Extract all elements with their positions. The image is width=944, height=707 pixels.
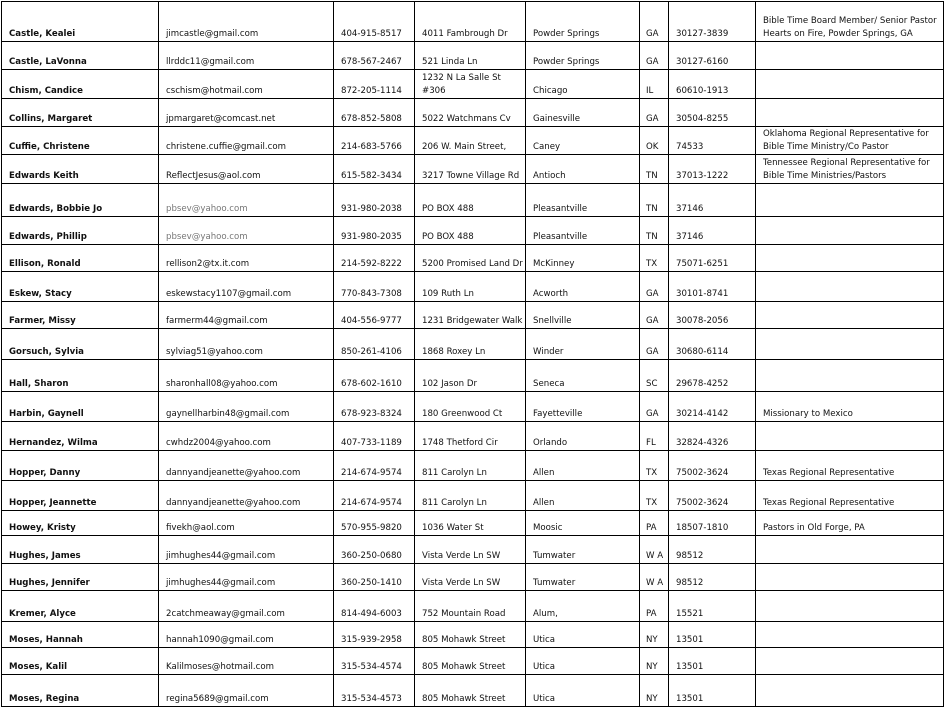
address-cell: 206 W. Main Street, xyxy=(415,127,526,155)
city-cell: Chicago xyxy=(526,70,640,99)
email-cell: dannyandjeanette@yahoo.com xyxy=(159,451,334,481)
address-cell: 805 Mohawk Street xyxy=(415,648,526,675)
phone-cell: 814-494-6003 xyxy=(334,591,415,622)
email-cell: cschism@hotmail.com xyxy=(159,70,334,99)
state-cell: NY xyxy=(640,622,669,648)
note-cell xyxy=(756,42,944,70)
name-cell: Harbin, Gaynell xyxy=(2,392,159,422)
zip-cell: 30504-8255 xyxy=(669,99,756,127)
table-row xyxy=(2,564,944,591)
zip-cell: 98512 xyxy=(669,536,756,564)
state-cell: TX xyxy=(640,481,669,511)
zip-cell: 30127-6160 xyxy=(669,42,756,70)
table-row xyxy=(2,245,944,272)
name-cell: Moses, Regina xyxy=(2,675,159,707)
state-cell: NY xyxy=(640,675,669,707)
note-cell: Missionary to Mexico xyxy=(756,392,944,422)
address-cell: PO BOX 488 xyxy=(415,184,526,217)
email-cell: pbsev@yahoo.com xyxy=(159,184,334,217)
city-cell: Allen xyxy=(526,481,640,511)
table-row xyxy=(2,511,944,536)
note-cell xyxy=(756,70,944,99)
email-cell: jimhughes44@gmail.com xyxy=(159,536,334,564)
name-cell: Castle, Kealei xyxy=(2,2,159,42)
city-cell: Antioch xyxy=(526,155,640,184)
name-cell: Hughes, Jennifer xyxy=(2,564,159,591)
phone-cell: 315-534-4574 xyxy=(334,648,415,675)
table-row xyxy=(2,127,944,155)
zip-cell: 32824-4326 xyxy=(669,422,756,451)
table-body xyxy=(2,2,944,707)
city-cell: Utica xyxy=(526,622,640,648)
table-row xyxy=(2,675,944,707)
address-cell: 180 Greenwood Ct xyxy=(415,392,526,422)
table-row xyxy=(2,217,944,245)
zip-cell: 30680-6114 xyxy=(669,329,756,360)
table-row xyxy=(2,451,944,481)
name-cell: Edwards Keith xyxy=(2,155,159,184)
address-cell: 4011 Fambrough Dr xyxy=(415,2,526,42)
address-cell: 805 Mohawk Street xyxy=(415,675,526,707)
name-cell: Edwards, Phillip xyxy=(2,217,159,245)
email-cell: christene.cuffie@gmail.com xyxy=(159,127,334,155)
city-cell: Powder Springs xyxy=(526,2,640,42)
city-cell: Utica xyxy=(526,648,640,675)
phone-cell: 404-915-8517 xyxy=(334,2,415,42)
email-cell: cwhdz2004@yahoo.com xyxy=(159,422,334,451)
state-cell: TN xyxy=(640,184,669,217)
address-cell: 3217 Towne Village Rd xyxy=(415,155,526,184)
city-cell: McKinney xyxy=(526,245,640,272)
zip-cell: 13501 xyxy=(669,648,756,675)
phone-cell: 214-683-5766 xyxy=(334,127,415,155)
zip-cell: 60610-1913 xyxy=(669,70,756,99)
phone-cell: 214-674-9574 xyxy=(334,481,415,511)
note-cell xyxy=(756,591,944,622)
name-cell: Hopper, Jeannette xyxy=(2,481,159,511)
address-cell: 811 Carolyn Ln xyxy=(415,451,526,481)
zip-cell: 74533 xyxy=(669,127,756,155)
address-cell: 102 Jason Dr xyxy=(415,360,526,392)
phone-cell: 931-980-2038 xyxy=(334,184,415,217)
phone-cell: 678-852-5808 xyxy=(334,99,415,127)
address-cell: Vista Verde Ln SW xyxy=(415,536,526,564)
contact-table xyxy=(1,1,944,707)
name-cell: Eskew, Stacy xyxy=(2,272,159,302)
state-cell: W A xyxy=(640,564,669,591)
address-cell: 5200 Promised Land Dr xyxy=(415,245,526,272)
phone-cell: 770-843-7308 xyxy=(334,272,415,302)
name-cell: Howey, Kristy xyxy=(2,511,159,536)
state-cell: GA xyxy=(640,392,669,422)
phone-cell: 214-592-8222 xyxy=(334,245,415,272)
city-cell: Tumwater xyxy=(526,536,640,564)
state-cell: PA xyxy=(640,511,669,536)
name-cell: Hernandez, Wilma xyxy=(2,422,159,451)
email-cell: sylviag51@yahoo.com xyxy=(159,329,334,360)
email-cell: fivekh@aol.com xyxy=(159,511,334,536)
email-cell: jimcastle@gmail.com xyxy=(159,2,334,42)
name-cell: Hall, Sharon xyxy=(2,360,159,392)
address-cell: 1036 Water St xyxy=(415,511,526,536)
email-cell: eskewstacy1107@gmail.com xyxy=(159,272,334,302)
city-cell: Gainesville xyxy=(526,99,640,127)
email-cell: rellison2@tx.it.com xyxy=(159,245,334,272)
table-row xyxy=(2,184,944,217)
note-cell xyxy=(756,622,944,648)
state-cell: TN xyxy=(640,217,669,245)
city-cell: Winder xyxy=(526,329,640,360)
phone-cell: 214-674-9574 xyxy=(334,451,415,481)
phone-cell: 850-261-4106 xyxy=(334,329,415,360)
zip-cell: 75002-3624 xyxy=(669,481,756,511)
city-cell: Acworth xyxy=(526,272,640,302)
address-cell: 109 Ruth Ln xyxy=(415,272,526,302)
name-cell: Castle, LaVonna xyxy=(2,42,159,70)
table-row xyxy=(2,302,944,329)
phone-cell: 931-980-2035 xyxy=(334,217,415,245)
name-cell: Edwards, Bobbie Jo xyxy=(2,184,159,217)
note-cell: Pastors in Old Forge, PA xyxy=(756,511,944,536)
table-row xyxy=(2,42,944,70)
state-cell: W A xyxy=(640,536,669,564)
note-cell xyxy=(756,99,944,127)
note-cell xyxy=(756,564,944,591)
email-cell: hannah1090@gmail.com xyxy=(159,622,334,648)
phone-cell: 404-556-9777 xyxy=(334,302,415,329)
city-cell: Tumwater xyxy=(526,564,640,591)
name-cell: Hopper, Danny xyxy=(2,451,159,481)
name-cell: Hughes, James xyxy=(2,536,159,564)
state-cell: FL xyxy=(640,422,669,451)
zip-cell: 18507-1810 xyxy=(669,511,756,536)
phone-cell: 678-602-1610 xyxy=(334,360,415,392)
zip-cell: 30127-3839 xyxy=(669,2,756,42)
table-row xyxy=(2,591,944,622)
table-row xyxy=(2,70,944,99)
table-row xyxy=(2,2,944,42)
name-cell: Kremer, Alyce xyxy=(2,591,159,622)
city-cell: Moosic xyxy=(526,511,640,536)
email-cell: gaynellharbin48@gmail.com xyxy=(159,392,334,422)
phone-cell: 570-955-9820 xyxy=(334,511,415,536)
table-row xyxy=(2,648,944,675)
state-cell: NY xyxy=(640,648,669,675)
state-cell: IL xyxy=(640,70,669,99)
city-cell: Pleasantville xyxy=(526,217,640,245)
state-cell: GA xyxy=(640,329,669,360)
city-cell: Allen xyxy=(526,451,640,481)
table-row xyxy=(2,481,944,511)
table-row xyxy=(2,422,944,451)
zip-cell: 30214-4142 xyxy=(669,392,756,422)
zip-cell: 30101-8741 xyxy=(669,272,756,302)
address-cell: PO BOX 488 xyxy=(415,217,526,245)
note-cell xyxy=(756,245,944,272)
email-cell: regina5689@gmail.com xyxy=(159,675,334,707)
table-row xyxy=(2,99,944,127)
address-cell: 5022 Watchmans Cv xyxy=(415,99,526,127)
address-cell: 752 Mountain Road xyxy=(415,591,526,622)
name-cell: Moses, Hannah xyxy=(2,622,159,648)
table-row xyxy=(2,622,944,648)
state-cell: GA xyxy=(640,2,669,42)
table-row xyxy=(2,360,944,392)
email-cell: ReflectJesus@aol.com xyxy=(159,155,334,184)
phone-cell: 678-923-8324 xyxy=(334,392,415,422)
email-cell: sharonhall08@yahoo.com xyxy=(159,360,334,392)
state-cell: GA xyxy=(640,99,669,127)
phone-cell: 407-733-1189 xyxy=(334,422,415,451)
note-cell xyxy=(756,422,944,451)
state-cell: TX xyxy=(640,451,669,481)
phone-cell: 315-534-4573 xyxy=(334,675,415,707)
note-cell xyxy=(756,302,944,329)
city-cell: Orlando xyxy=(526,422,640,451)
address-cell: 805 Mohawk Street xyxy=(415,622,526,648)
state-cell: SC xyxy=(640,360,669,392)
zip-cell: 98512 xyxy=(669,564,756,591)
table-row xyxy=(2,272,944,302)
address-cell: 1748 Thetford Cir xyxy=(415,422,526,451)
state-cell: PA xyxy=(640,591,669,622)
note-cell: Oklahoma Regional Representative for Bible Time Ministry/Co Pastor xyxy=(756,127,944,155)
phone-cell: 315-939-2958 xyxy=(334,622,415,648)
name-cell: Gorsuch, Sylvia xyxy=(2,329,159,360)
city-cell: Powder Springs xyxy=(526,42,640,70)
phone-cell: 360-250-0680 xyxy=(334,536,415,564)
address-cell: 521 Linda Ln xyxy=(415,42,526,70)
name-cell: Farmer, Missy xyxy=(2,302,159,329)
state-cell: GA xyxy=(640,42,669,70)
zip-cell: 37146 xyxy=(669,184,756,217)
email-cell: jimhughes44@gmail.com xyxy=(159,564,334,591)
table-row xyxy=(2,536,944,564)
state-cell: GA xyxy=(640,272,669,302)
phone-cell: 615-582-3434 xyxy=(334,155,415,184)
city-cell: Snellville xyxy=(526,302,640,329)
name-cell: Moses, Kalil xyxy=(2,648,159,675)
email-cell: Kalilmoses@hotmail.com xyxy=(159,648,334,675)
note-cell xyxy=(756,536,944,564)
email-cell: llrddc11@gmail.com xyxy=(159,42,334,70)
note-cell xyxy=(756,648,944,675)
state-cell: TN xyxy=(640,155,669,184)
note-cell: Bible Time Board Member/ Senior Pastor Hearts on Fire, Powder Springs, GA xyxy=(756,2,944,42)
note-cell xyxy=(756,272,944,302)
name-cell: Cuffie, Christene xyxy=(2,127,159,155)
zip-cell: 13501 xyxy=(669,622,756,648)
note-cell xyxy=(756,184,944,217)
zip-cell: 13501 xyxy=(669,675,756,707)
note-cell xyxy=(756,329,944,360)
address-cell: 1231 Bridgewater Walk xyxy=(415,302,526,329)
city-cell: Alum, xyxy=(526,591,640,622)
zip-cell: 37146 xyxy=(669,217,756,245)
zip-cell: 29678-4252 xyxy=(669,360,756,392)
note-cell xyxy=(756,675,944,707)
note-cell: Tennessee Regional Representative for Bible Time Ministries/Pastors xyxy=(756,155,944,184)
state-cell: GA xyxy=(640,302,669,329)
city-cell: Seneca xyxy=(526,360,640,392)
note-cell: Texas Regional Representative xyxy=(756,451,944,481)
state-cell: TX xyxy=(640,245,669,272)
address-cell: 811 Carolyn Ln xyxy=(415,481,526,511)
phone-cell: 872-205-1114 xyxy=(334,70,415,99)
name-cell: Ellison, Ronald xyxy=(2,245,159,272)
state-cell: OK xyxy=(640,127,669,155)
email-cell: pbsev@yahoo.com xyxy=(159,217,334,245)
address-cell: 1232 N La Salle St #306 xyxy=(415,70,526,99)
zip-cell: 30078-2056 xyxy=(669,302,756,329)
email-cell: farmerm44@gmail.com xyxy=(159,302,334,329)
zip-cell: 75002-3624 xyxy=(669,451,756,481)
table-row xyxy=(2,329,944,360)
city-cell: Utica xyxy=(526,675,640,707)
name-cell: Chism, Candice xyxy=(2,70,159,99)
email-cell: jpmargaret@comcast.net xyxy=(159,99,334,127)
city-cell: Caney xyxy=(526,127,640,155)
table-row xyxy=(2,392,944,422)
email-cell: dannyandjeanette@yahoo.com xyxy=(159,481,334,511)
address-cell: Vista Verde Ln SW xyxy=(415,564,526,591)
address-cell: 1868 Roxey Ln xyxy=(415,329,526,360)
zip-cell: 15521 xyxy=(669,591,756,622)
name-cell: Collins, Margaret xyxy=(2,99,159,127)
note-cell xyxy=(756,360,944,392)
email-cell: 2catchmeaway@gmail.com xyxy=(159,591,334,622)
note-cell: Texas Regional Representative xyxy=(756,481,944,511)
phone-cell: 678-567-2467 xyxy=(334,42,415,70)
table-row xyxy=(2,155,944,184)
zip-cell: 37013-1222 xyxy=(669,155,756,184)
phone-cell: 360-250-1410 xyxy=(334,564,415,591)
city-cell: Fayetteville xyxy=(526,392,640,422)
city-cell: Pleasantville xyxy=(526,184,640,217)
zip-cell: 75071-6251 xyxy=(669,245,756,272)
note-cell xyxy=(756,217,944,245)
